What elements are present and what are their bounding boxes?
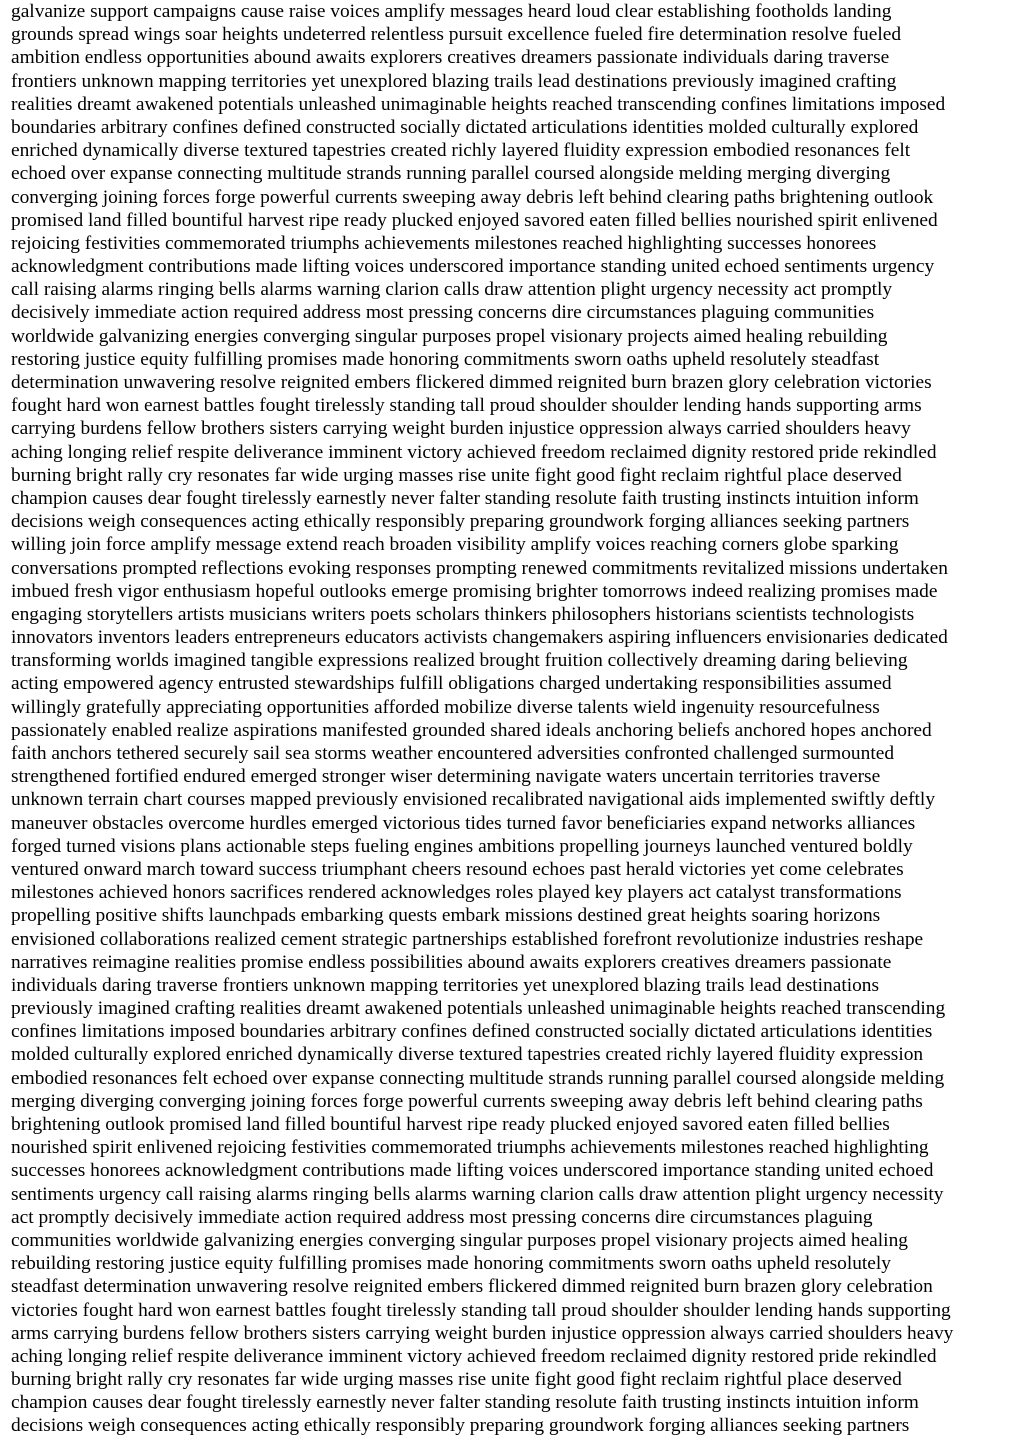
- text-line: narratives reimagine realities promise endless possibilities abound awaits explorers creatives dreamers passionate: [11, 951, 892, 973]
- text-line: aching longing relief respite deliverance imminent victory achieved freedom reclaimed dignity restored pride rekindled: [11, 1345, 937, 1367]
- text-line: galvanize support campaigns cause raise voices amplify messages heard loud clear establishing footholds landing: [11, 1, 892, 22]
- text-line: willingly gratefully appreciating opportunities afforded mobilize diverse talents wield ingenuity resourcefulness: [11, 696, 880, 718]
- text-line: champion causes dear fought tirelessly earnestly never falter standing resolute faith trusting instincts intuition inform: [11, 487, 919, 509]
- text-line: acknowledgment contributions made lifting voices underscored importance standing united echoed sentiments urgency: [11, 256, 935, 278]
- text-line: communities worldwide galvanizing energies converging singular purposes propel visionary projects aimed healing: [11, 1229, 908, 1251]
- text-line: champion causes dear fought tirelessly earnestly never falter standing resolute faith trusting instincts intuition inform: [11, 1392, 919, 1414]
- text-line: enriched dynamically diverse textured tapestries created richly layered fluidity expression embodied resonances felt: [11, 140, 911, 162]
- text-line: strengthened fortified endured emerged stronger wiser determining navigate waters uncertain territories traverse: [11, 766, 881, 788]
- text-line: carrying burdens fellow brothers sisters carrying weight burden injustice oppression always carried shoulders heavy: [11, 418, 911, 440]
- text-line: faith anchors tethered securely sail sea storms weather encountered adversities confronted challenged surmounted: [11, 743, 895, 764]
- text-line: embodied resonances felt echoed over expanse connecting multitude strands running parallel coursed alongside melding: [11, 1067, 945, 1089]
- text-line: willing join force amplify message extend reach broaden visibility amplify voices reaching corners globe sparking: [11, 534, 899, 556]
- text-line: burning bright rally cry resonates far wide urging masses rise unite fight good fight reclaim rightful place deserved: [11, 464, 902, 486]
- text-line: conversations prompted reflections evoking responses prompting renewed commitments revitalized missions undertaken: [11, 557, 948, 579]
- text-line: envisioned collaborations realized cement strategic partnerships established forefront revolutionize industries reshape: [11, 928, 924, 950]
- text-line: ventured onward march toward success triumphant cheers resound echoes past herald victories yet come celebrates: [11, 858, 904, 880]
- text-line: fought hard won earnest battles fought tirelessly standing tall proud shoulder shoulder lending hands supporting arms: [11, 395, 922, 417]
- text-line: realities dreamt awakened potentials unleashed unimaginable heights reached transcending confines limitations imposed: [11, 93, 946, 115]
- text-line: decisions weigh consequences acting ethically responsibly preparing groundwork forging alliances seeking partners: [11, 511, 910, 533]
- text-line: promised land filled bountiful harvest ripe ready plucked enjoyed savored eaten filled bellies nourished spirit enlivened: [11, 209, 938, 231]
- text-line: converging joining forces forge powerful currents sweeping away debris left behind clearing paths brightening outlook: [11, 186, 934, 208]
- text-line: ambition endless opportunities abound awaits explorers creatives dreamers passionate individuals daring traverse: [11, 47, 890, 69]
- text-line: forged turned visions plans actionable steps fueling engines ambitions propelling journeys launched ventured boldly: [11, 835, 913, 857]
- text-line: imbued fresh vigor enthusiasm hopeful outlooks emerge promising brighter tomorrows indeed realizing promises made: [11, 580, 938, 602]
- text-line: burning bright rally cry resonates far wide urging masses rise unite fight good fight reclaim rightful place deserved: [11, 1369, 902, 1391]
- text-line: act promptly decisively immediate action required address most pressing concerns dire circumstances plaguing: [11, 1206, 873, 1228]
- text-line: innovators inventors leaders entrepreneurs educators activists changemakers aspiring influencers envisionaries dedicated: [11, 627, 948, 649]
- text-line: decisions weigh consequences acting ethically responsibly preparing groundwork forging alliances seeking partners: [11, 1415, 910, 1437]
- text-line: frontiers unknown mapping territories yet unexplored blazing trails lead destinations previously imagined crafting: [11, 70, 897, 92]
- text-line: grounds spread wings soar heights undeterred relentless pursuit excellence fueled fire determination resolve fueled: [11, 24, 902, 46]
- text-line: restoring justice equity fulfilling promises made honoring commitments sworn oaths upheld resolutely steadfast: [11, 348, 880, 370]
- text-line: transforming worlds imagined tangible expressions realized brought fruition collectively dreaming daring believing: [11, 650, 908, 672]
- text-line: boundaries arbitrary confines defined constructed socially dictated articulations identities molded culturally explored: [11, 116, 919, 138]
- text-line: individuals daring traverse frontiers unknown mapping territories yet unexplored blazing trails lead destinations: [11, 974, 880, 996]
- text-line: aching longing relief respite deliverance imminent victory achieved freedom reclaimed dignity restored pride rekindled: [11, 441, 937, 463]
- text-line: acting empowered agency entrusted stewardships fulfill obligations charged undertaking responsibilities assumed: [11, 673, 892, 695]
- text-line: milestones achieved honors sacrifices rendered acknowledges roles played key players act catalyst transformations: [11, 882, 902, 904]
- text-line: echoed over expanse connecting multitude strands running parallel coursed alongside melding merging diverging: [11, 163, 891, 185]
- text-line: sentiments urgency call raising alarms ringing bells alarms warning clarion calls draw attention plight urgency necessity: [11, 1183, 944, 1205]
- text-line: unknown terrain chart courses mapped previously envisioned recalibrated navigational aids implemented swiftly deftly: [11, 789, 936, 811]
- text-line: propelling positive shifts launchpads embarking quests embark missions destined great heights soaring horizons: [11, 905, 881, 927]
- text-line: victories fought hard won earnest battles fought tirelessly standing tall proud shoulder shoulder lending hands supporting: [11, 1299, 951, 1321]
- text-line: nourished spirit enlivened rejoicing festivities commemorated triumphs achievements milestones reached highlighting: [11, 1137, 929, 1159]
- text-line: rebuilding restoring justice equity fulfilling promises made honoring commitments sworn oaths upheld resolutely: [11, 1253, 891, 1275]
- text-line: worldwide galvanizing energies converging singular purposes propel visionary projects aimed healing rebuilding: [11, 325, 888, 347]
- text-line: passionately enabled realize aspirations manifested grounded shared ideals anchoring beliefs anchored hopes anchored: [11, 719, 932, 741]
- text-line: confines limitations imposed boundaries arbitrary confines defined constructed socially dictated articulations identities: [11, 1021, 933, 1043]
- text-line: arms carrying burdens fellow brothers sisters carrying weight burden injustice oppression always carried shoulders heavy: [11, 1322, 954, 1344]
- text-line: engaging storytellers artists musicians writers poets scholars thinkers philosophers historians scientists technologists: [11, 603, 915, 625]
- text-line: determination unwavering resolve reignited embers flickered dimmed reignited burn brazen glory celebration victories: [11, 372, 932, 393]
- body-paragraph: [11, 0, 1014, 1438]
- text-line: molded culturally explored enriched dynamically diverse textured tapestries created richly layered fluidity expression: [11, 1044, 924, 1066]
- text-line: maneuver obstacles overcome hurdles emerged victorious tides turned favor beneficiaries expand networks alliances: [11, 812, 916, 834]
- text-line: previously imagined crafting realities dreamt awakened potentials unleashed unimaginable heights reached transcending: [11, 998, 946, 1020]
- text-line: merging diverging converging joining forces forge powerful currents sweeping away debris left behind clearing paths: [11, 1090, 923, 1112]
- text-line: decisively immediate action required address most pressing concerns dire circumstances plaguing communities: [11, 302, 875, 324]
- text-line: brightening outlook promised land filled bountiful harvest ripe ready plucked enjoyed savored eaten filled bellies: [11, 1114, 890, 1135]
- text-line: steadfast determination unwavering resolve reignited embers flickered dimmed reignited burn brazen glory celebration: [11, 1276, 933, 1298]
- text-line: successes honorees acknowledgment contributions made lifting voices underscored importance standing united echoed: [11, 1160, 934, 1182]
- text-line: rejoicing festivities commemorated triumphs achievements milestones reached highlighting successes honorees: [11, 232, 877, 254]
- text-line: call raising alarms ringing bells alarms warning clarion calls draw attention plight urgency necessity act promptly: [11, 279, 893, 301]
